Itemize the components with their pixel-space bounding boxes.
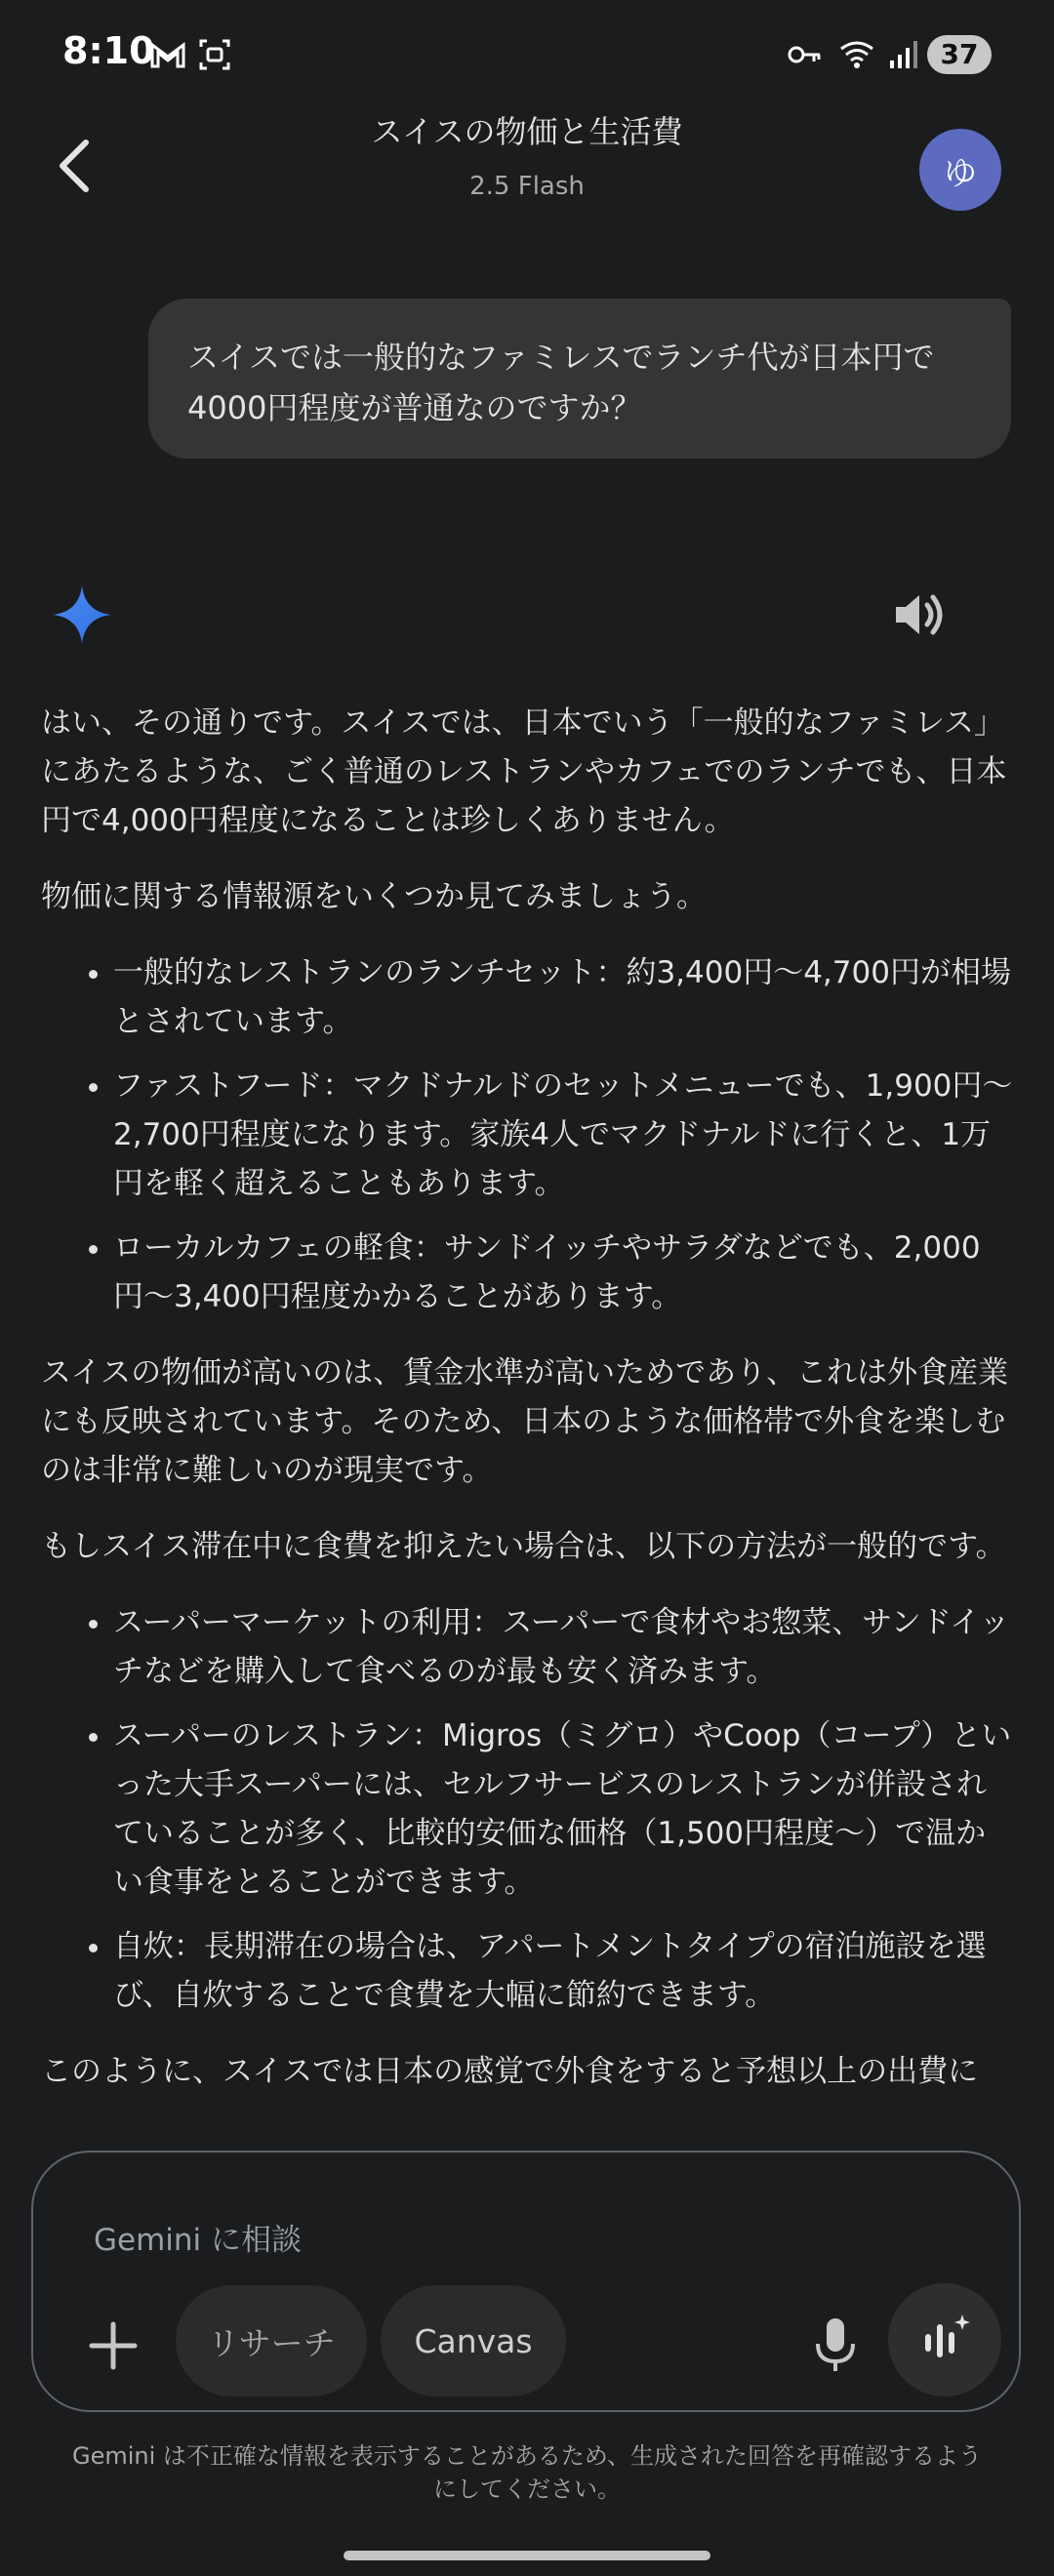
response-list — [41, 1598, 1013, 2020]
wifi-icon — [837, 35, 876, 74]
disclaimer-text: Gemini は不正確な情報を表示することがあるため、生成された回答を再確認するようにしてください。 — [72, 2442, 982, 2503]
signal-icon — [884, 35, 923, 74]
response-paragraph: 物価に関する情報源をいくつか見てみましょう。 — [41, 879, 707, 914]
response-paragraph: もしスイス滞在中に食費を抑えたい場合は、以下の方法が一般的です。 — [41, 1529, 1006, 1564]
microphone-icon — [814, 2316, 857, 2375]
canvas-chip[interactable]: Canvas — [381, 2285, 566, 2396]
plus-icon — [88, 2320, 139, 2371]
response-paragraph: はい、その通りです。スイスでは、日本でいう「一般的なファミレス」にあたるような、ごく普通のレストランやカフェでのランチでも、日本円で4,000円程度になることは珍しくありません。 — [41, 705, 1007, 838]
add-attachment-button[interactable] — [74, 2307, 152, 2385]
list-item: • スーパーのレストラン：Migros（ミグロ）やCoop（コープ）といった大手スーパーには、セルフサービスのレストランが併設されていることが多く、比較的安価な価格（1,500円程度〜）で温かい食事をとることができます。 — [113, 1711, 1013, 1907]
list-item: • ファストフード：マクドナルドのセットメニューでも、1,900円〜2,700円程度になります。家族4人でマクドナルドに行くと、1万円を軽く超えることもあります。 — [113, 1062, 1013, 1208]
gmail-icon — [148, 35, 187, 74]
user-message-bubble: スイスでは一般的なファミレスでランチ代が日本円で4000円程度が普通なのですか？ — [148, 299, 1011, 459]
live-button[interactable] — [888, 2283, 1001, 2396]
battery-indicator: 37 — [927, 35, 992, 74]
home-indicator[interactable] — [344, 2551, 710, 2560]
prompt-composer — [31, 2151, 1021, 2412]
status-time: 8:10 — [62, 29, 155, 72]
key-icon — [785, 35, 824, 74]
list-item: • 自炊：長期滞在の場合は、アパートメントタイプの宿泊施設を選び、自炊することで食費を大幅に節約できます。 — [113, 1922, 1013, 2020]
avatar[interactable]: ゆ — [919, 129, 1001, 211]
research-chip[interactable]: リサーチ — [176, 2285, 367, 2396]
top-app-bar — [0, 107, 1054, 234]
list-item: • ローカルカフェの軽食：サンドイッチやサラダなどでも、2,000円〜3,400円程度かかることがあります。 — [113, 1224, 1013, 1321]
page-title[interactable]: スイスの物価と生活費 — [371, 113, 683, 150]
response-list — [41, 948, 1013, 1321]
list-item: • 一般的なレストランのランチセット：約3,400円〜4,700円が相場とされています。 — [113, 948, 1013, 1046]
gemini-sparkle-icon — [51, 584, 113, 646]
model-label[interactable]: 2.5 Flash — [469, 172, 585, 201]
response-paragraph: このように、スイスでは日本の感覚で外食をすると予想以上の出費に — [41, 2054, 979, 2089]
live-waveform-icon — [915, 2311, 974, 2369]
list-item: • スーパーマーケットの利用：スーパーで食材やお惣菜、サンドイッチなどを購入して食べるのが最も安く済みます。 — [113, 1598, 1013, 1696]
status-bar — [0, 0, 1054, 107]
prompt-input[interactable]: Gemini に相談 — [94, 2223, 303, 2258]
response-paragraph: スイスの物価が高いのは、賃金水準が高いためであり、これは外食産業にも反映されています。そのため、日本のような価格帯で外食を楽しむのは非常に難しいのが現実です。 — [41, 1355, 1009, 1488]
microphone-button[interactable] — [790, 2301, 880, 2391]
screenshot-icon — [195, 35, 234, 74]
gemini-response — [41, 699, 1013, 2123]
speaker-icon[interactable] — [888, 584, 951, 646]
